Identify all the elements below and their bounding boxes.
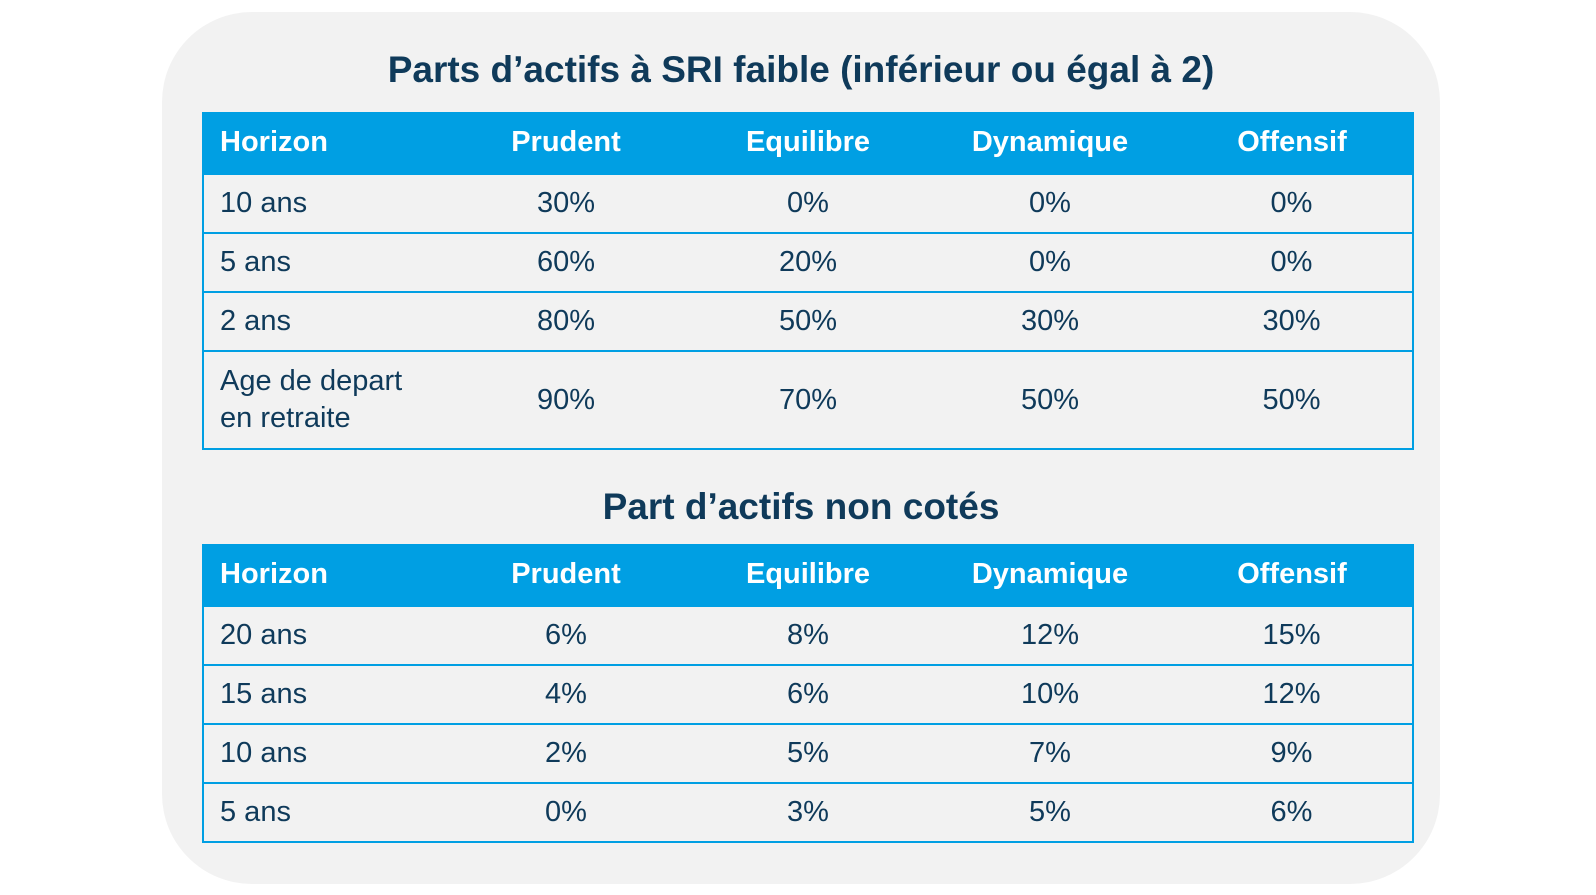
cell-dynamique: 12% [929, 606, 1171, 665]
cell-offensif: 30% [1171, 292, 1413, 351]
header-horizon: Horizon [203, 112, 445, 174]
table-row [203, 233, 1413, 292]
header-dynamique: Dynamique [929, 112, 1171, 174]
cell-dynamique: 0% [929, 233, 1171, 292]
cell-equilibre: 0% [687, 174, 929, 233]
table-row [203, 174, 1413, 233]
cell-prudent: 4% [445, 665, 687, 724]
header-equilibre: Equilibre [687, 112, 929, 174]
cell-equilibre: 5% [687, 724, 929, 783]
table-row [203, 606, 1413, 665]
cell-offensif: 50% [1171, 351, 1413, 449]
cell-dynamique: 30% [929, 292, 1171, 351]
header-equilibre: Equilibre [687, 544, 929, 606]
cell-prudent: 2% [445, 724, 687, 783]
cell-prudent: 60% [445, 233, 687, 292]
cell-prudent: 0% [445, 783, 687, 842]
header-prudent: Prudent [445, 112, 687, 174]
cell-equilibre: 50% [687, 292, 929, 351]
table-row [203, 292, 1413, 351]
row-horizon: Age de depart en retraite [203, 351, 445, 449]
table-row [203, 351, 1413, 449]
cell-offensif: 6% [1171, 783, 1413, 842]
cell-equilibre: 6% [687, 665, 929, 724]
table-row [203, 724, 1413, 783]
row-horizon: 20 ans [203, 606, 445, 665]
sri-low-assets-table [202, 112, 1414, 450]
cell-prudent: 90% [445, 351, 687, 449]
row-horizon: 5 ans [203, 233, 445, 292]
row-horizon: 15 ans [203, 665, 445, 724]
cell-equilibre: 3% [687, 783, 929, 842]
cell-offensif: 12% [1171, 665, 1413, 724]
unlisted-assets-table [202, 544, 1414, 843]
cell-dynamique: 5% [929, 783, 1171, 842]
cell-dynamique: 7% [929, 724, 1171, 783]
cell-prudent: 30% [445, 174, 687, 233]
header-prudent: Prudent [445, 544, 687, 606]
cell-prudent: 80% [445, 292, 687, 351]
row-horizon: 5 ans [203, 783, 445, 842]
cell-offensif: 0% [1171, 174, 1413, 233]
cell-offensif: 9% [1171, 724, 1413, 783]
cell-equilibre: 70% [687, 351, 929, 449]
header-offensif: Offensif [1171, 112, 1413, 174]
cell-equilibre: 8% [687, 606, 929, 665]
table-row [203, 665, 1413, 724]
cell-dynamique: 50% [929, 351, 1171, 449]
table-header-row [203, 544, 1413, 606]
table-row [203, 783, 1413, 842]
table2-title: Part d’actifs non cotés [602, 486, 1000, 527]
row-horizon: 10 ans [203, 724, 445, 783]
cell-equilibre: 20% [687, 233, 929, 292]
header-offensif: Offensif [1171, 544, 1413, 606]
table-header-row [203, 112, 1413, 174]
header-dynamique: Dynamique [929, 544, 1171, 606]
cell-offensif: 15% [1171, 606, 1413, 665]
cell-offensif: 0% [1171, 233, 1413, 292]
row-horizon: 2 ans [203, 292, 445, 351]
cell-dynamique: 10% [929, 665, 1171, 724]
cell-dynamique: 0% [929, 174, 1171, 233]
table1-title: Parts d’actifs à SRI faible (inférieur ou égal à 2) [387, 49, 1215, 90]
content-card [162, 12, 1440, 884]
header-horizon: Horizon [203, 544, 445, 606]
row-horizon: 10 ans [203, 174, 445, 233]
cell-prudent: 6% [445, 606, 687, 665]
